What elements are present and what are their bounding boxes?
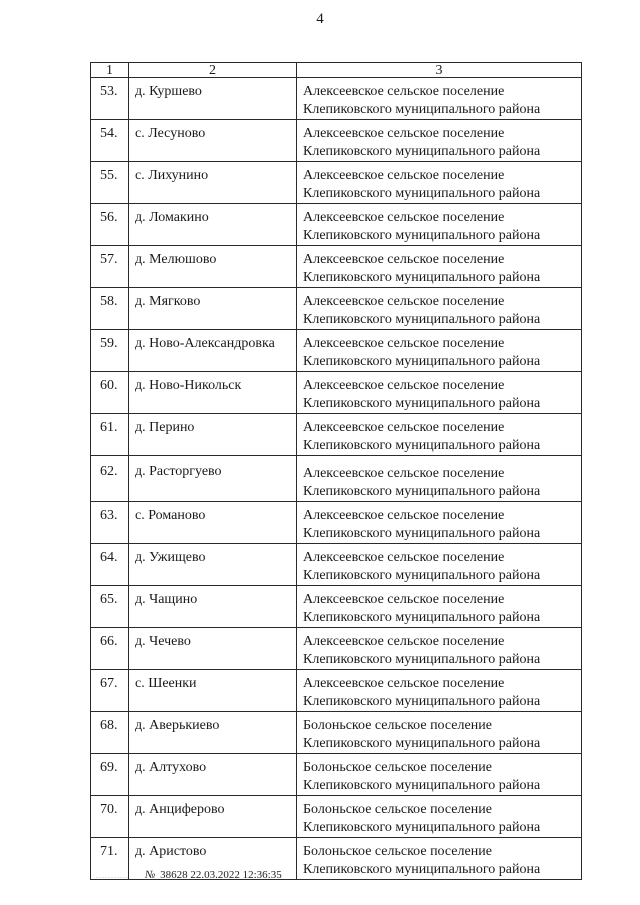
- settlement-line-1: Алексеевское сельское поселение: [303, 294, 505, 309]
- row-number: 58.: [91, 288, 129, 330]
- table-row: [91, 712, 582, 754]
- settlement-line-1: Алексеевское сельское поселение: [303, 466, 505, 481]
- settlement-cell: [297, 502, 582, 544]
- settlement-line-2: Клепиковского муниципального района: [303, 144, 541, 159]
- settlement-line-1: Алексеевское сельское поселение: [303, 508, 505, 523]
- locality-name: д. Ново-Александровка: [129, 330, 297, 372]
- row-number: 60.: [91, 372, 129, 414]
- settlement-cell: [297, 628, 582, 670]
- row-number: 54.: [91, 120, 129, 162]
- settlement-cell: [297, 120, 582, 162]
- row-number: 55.: [91, 162, 129, 204]
- locality-name: д. Ужищево: [129, 544, 297, 586]
- table-header-row: [91, 63, 582, 78]
- table-row: [91, 414, 582, 456]
- document-stamp: [96, 869, 282, 881]
- settlement-line-2: Клепиковского муниципального района: [303, 484, 541, 499]
- settlement-line-2: Клепиковского муниципального района: [303, 438, 541, 453]
- row-number: 56.: [91, 204, 129, 246]
- table-row: [91, 502, 582, 544]
- locality-name: д. Мягково: [129, 288, 297, 330]
- settlement-cell: [297, 372, 582, 414]
- settlement-cell: [297, 456, 582, 502]
- number-symbol: №: [145, 869, 156, 881]
- settlement-cell: [297, 204, 582, 246]
- row-number: 63.: [91, 502, 129, 544]
- column-header-3: 3: [297, 63, 582, 78]
- settlement-line-1: Болоньское сельское поселение: [303, 718, 492, 733]
- table-row: [91, 246, 582, 288]
- settlement-cell: [297, 288, 582, 330]
- settlement-line-2: Клепиковского муниципального района: [303, 820, 541, 835]
- settlement-line-1: Болоньское сельское поселение: [303, 844, 492, 859]
- table-row: [91, 162, 582, 204]
- locality-name: д. Перино: [129, 414, 297, 456]
- row-number: 66.: [91, 628, 129, 670]
- locality-name: д. Ново-Никольск: [129, 372, 297, 414]
- table-row: [91, 78, 582, 120]
- settlement-cell: [297, 414, 582, 456]
- column-header-2: 2: [129, 63, 297, 78]
- settlement-cell: [297, 78, 582, 120]
- settlement-cell: [297, 838, 582, 880]
- page-number: 4: [316, 11, 324, 27]
- settlement-line-1: Алексеевское сельское поселение: [303, 210, 505, 225]
- locality-name: д. Чечево: [129, 628, 297, 670]
- settlement-cell: [297, 586, 582, 628]
- table-row: [91, 330, 582, 372]
- row-number: 70.: [91, 796, 129, 838]
- settlement-line-2: Клепиковского муниципального района: [303, 270, 541, 285]
- settlement-line-1: Алексеевское сельское поселение: [303, 336, 505, 351]
- settlement-line-1: Алексеевское сельское поселение: [303, 676, 505, 691]
- locality-name: д. Мелюшово: [129, 246, 297, 288]
- settlement-line-1: Алексеевское сельское поселение: [303, 592, 505, 607]
- locality-name: с. Романово: [129, 502, 297, 544]
- row-number: 65.: [91, 586, 129, 628]
- row-number: 59.: [91, 330, 129, 372]
- settlement-cell: [297, 670, 582, 712]
- locality-name: д. Чащино: [129, 586, 297, 628]
- settlement-line-2: Клепиковского муниципального района: [303, 526, 541, 541]
- settlement-line-1: Алексеевское сельское поселение: [303, 84, 505, 99]
- table-row: [91, 120, 582, 162]
- settlement-line-1: Алексеевское сельское поселение: [303, 378, 505, 393]
- settlement-line-1: Алексеевское сельское поселение: [303, 126, 505, 141]
- settlement-line-1: Алексеевское сельское поселение: [303, 420, 505, 435]
- locality-name: д. Алтухово: [129, 754, 297, 796]
- table-row: [91, 628, 582, 670]
- table-row: [91, 796, 582, 838]
- settlement-cell: [297, 246, 582, 288]
- settlement-line-1: Алексеевское сельское поселение: [303, 252, 505, 267]
- settlement-line-2: Клепиковского муниципального района: [303, 228, 541, 243]
- settlement-cell: [297, 330, 582, 372]
- settlement-cell: [297, 796, 582, 838]
- document-datetime: 22.03.2022 12:36:35: [190, 869, 282, 881]
- settlement-line-2: Клепиковского муниципального района: [303, 102, 541, 117]
- locality-name: д. Расторгуево: [129, 456, 297, 502]
- locality-name: д. Анциферово: [129, 796, 297, 838]
- settlement-cell: [297, 544, 582, 586]
- row-number: 68.: [91, 712, 129, 754]
- locality-name: с. Шеенки: [129, 670, 297, 712]
- settlements-table: [90, 62, 582, 880]
- document-number: 38628: [160, 869, 188, 881]
- table-row: [91, 204, 582, 246]
- settlement-line-1: Болоньское сельское поселение: [303, 802, 492, 817]
- row-number: 61.: [91, 414, 129, 456]
- table-row: [91, 586, 582, 628]
- row-number: 57.: [91, 246, 129, 288]
- settlement-line-2: Клепиковского муниципального района: [303, 778, 541, 793]
- table-row: [91, 372, 582, 414]
- settlement-line-2: Клепиковского муниципального района: [303, 568, 541, 583]
- settlement-line-2: Клепиковского муниципального района: [303, 396, 541, 411]
- locality-name: д. Ломакино: [129, 204, 297, 246]
- table-row: [91, 754, 582, 796]
- table-row: [91, 288, 582, 330]
- locality-name: д. Куршево: [129, 78, 297, 120]
- settlement-line-2: Клепиковского муниципального района: [303, 862, 541, 877]
- settlement-line-2: Клепиковского муниципального района: [303, 652, 541, 667]
- row-number: 64.: [91, 544, 129, 586]
- settlement-line-1: Алексеевское сельское поселение: [303, 550, 505, 565]
- column-header-1: 1: [91, 63, 129, 78]
- settlement-cell: [297, 162, 582, 204]
- settlement-line-2: Клепиковского муниципального района: [303, 610, 541, 625]
- settlement-line-2: Клепиковского муниципального района: [303, 354, 541, 369]
- settlement-cell: [297, 754, 582, 796]
- row-number: 71.: [91, 838, 129, 880]
- locality-name: с. Лесуново: [129, 120, 297, 162]
- settlement-line-2: Клепиковского муниципального района: [303, 186, 541, 201]
- table-row: [91, 544, 582, 586]
- table-row: [91, 670, 582, 712]
- settlement-line-1: Болоньское сельское поселение: [303, 760, 492, 775]
- faint-stamp-text: ...........: [96, 871, 129, 880]
- locality-name: с. Лихунино: [129, 162, 297, 204]
- settlement-line-1: Алексеевское сельское поселение: [303, 634, 505, 649]
- locality-name: д. Аверькиево: [129, 712, 297, 754]
- table-row: [91, 456, 582, 502]
- settlement-line-1: Алексеевское сельское поселение: [303, 168, 505, 183]
- locality-name: д. Аристово: [129, 838, 297, 880]
- settlement-line-2: Клепиковского муниципального района: [303, 694, 541, 709]
- settlement-line-2: Клепиковского муниципального района: [303, 312, 541, 327]
- row-number: 69.: [91, 754, 129, 796]
- row-number: 53.: [91, 78, 129, 120]
- settlement-line-2: Клепиковского муниципального района: [303, 736, 541, 751]
- row-number: 62.: [91, 456, 129, 502]
- row-number: 67.: [91, 670, 129, 712]
- settlement-cell: [297, 712, 582, 754]
